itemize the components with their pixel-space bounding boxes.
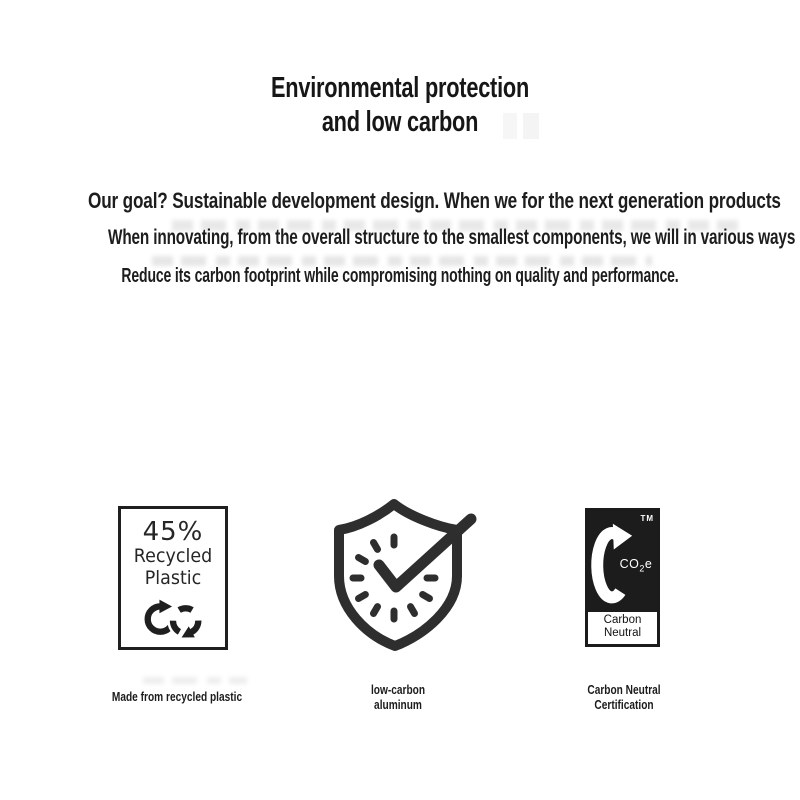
carbon-neutral-badge [585, 508, 660, 647]
co2e-post: e [644, 557, 653, 571]
caption-line: aluminum [374, 697, 422, 712]
carbon-label-line-1: Carbon [603, 614, 642, 626]
caption-line: Certification [594, 697, 654, 712]
co2e-label [614, 557, 658, 574]
recycled-label-line-1: Recycled [133, 545, 213, 567]
faded-text-artifact [143, 677, 247, 684]
recycled-label-line-2: Plastic [144, 566, 202, 589]
recycled-percent-label: 45% [142, 517, 204, 547]
caption-line: low-carbon [370, 682, 426, 697]
carbon-badge-lower [588, 612, 657, 641]
recycled-plastic-badge [118, 506, 228, 650]
shield-clock-check-icon [325, 498, 480, 658]
trademark-label: TM [640, 514, 654, 523]
co2e-pre: CO [619, 557, 640, 571]
recycle-two-arrows-icon [138, 592, 208, 648]
carbon-badge-upper [588, 511, 657, 612]
caption-line: Made from recycled plastic [111, 689, 243, 704]
paragraph-line-2: When innovating, from the overall structure to the smallest components, we will in various ways [108, 226, 796, 249]
title-line-2: and low carbon [321, 106, 479, 138]
caption-recycled-plastic [77, 689, 277, 704]
paragraph-line-3: Reduce its carbon footprint while compromising nothing on quality and performance. [121, 265, 679, 287]
caption-line: Carbon Neutral [587, 682, 661, 697]
paragraph-line-1: Our goal? Sustainable development design. When we for the next generation products [88, 188, 781, 213]
co2e-sub: 2 [639, 563, 645, 574]
title-line-1: Environmental protection [270, 72, 530, 104]
carbon-label-line-2: Neutral [603, 627, 642, 639]
caption-low-carbon-aluminum [298, 682, 498, 712]
caption-carbon-neutral-certification [524, 682, 724, 712]
page-title [100, 71, 700, 139]
